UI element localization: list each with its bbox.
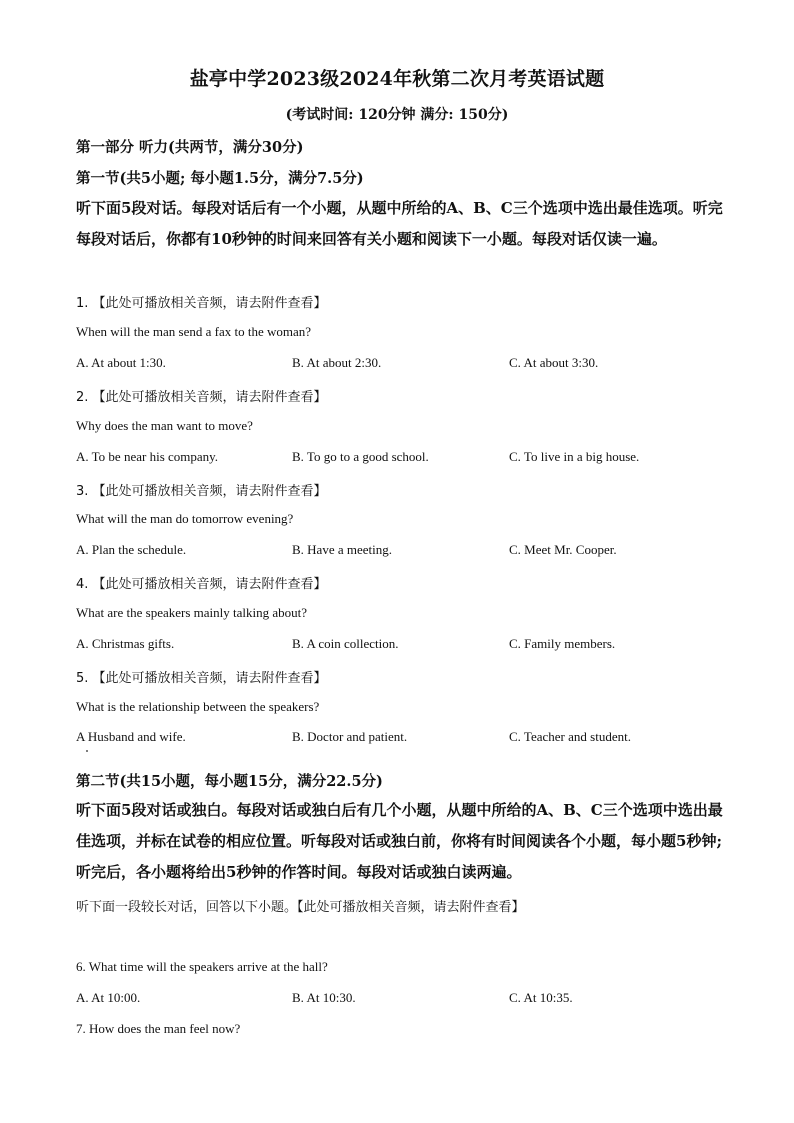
question-2-option-b[interactable]: B. To go to a good school. [292, 449, 429, 464]
question-5-option-b[interactable]: B. Doctor and patient. [292, 729, 408, 744]
question-1-option-c[interactable]: C. At about 3:30. [509, 355, 599, 370]
question-5-option-a[interactable]: A Husband and wife. [76, 729, 186, 744]
audio-placeholder: 【此处可播放相关音频，请去附件查看】 [92, 296, 327, 311]
question-5-option-c[interactable]: C. Teacher and student. [509, 729, 631, 744]
question-2-option-c[interactable]: C. To live in a big house. [509, 449, 640, 464]
question-6-option-a[interactable]: A. At 10:00. [76, 990, 141, 1005]
question-2-text: Why does the man want to move? [76, 418, 253, 433]
question-1-option-b[interactable]: B. At about 2:30. [292, 355, 382, 370]
question-2-audio[interactable] [76, 386, 327, 405]
question-5-text: What is the relationship between the speakers? [76, 699, 320, 714]
stray-dot [86, 750, 88, 752]
exam-info: (考试时间: 120分钟 满分: 150分) [285, 107, 509, 123]
question-2-option-a[interactable]: A. To be near his company. [76, 449, 219, 464]
question-number: 5. [76, 671, 89, 686]
section1-instructions: 听下面5段对话。每段对话后有一个小题，从题中所给的A、B、C三个选项中选出最佳选项。听完每段对话后，你都有10秒钟的时间来回答有关小题和阅读下一小题。每段对话仅读一遍。 [76, 199, 723, 248]
question-3-option-b[interactable]: B. Have a meeting. [292, 542, 392, 557]
section2-heading: 第二节(共15小题，每小题15分，满分22.5分) [76, 773, 383, 790]
question-3-option-c[interactable]: C. Meet Mr. Cooper. [509, 542, 617, 557]
long-dialogue-note[interactable]: 听下面一段较长对话，回答以下小题。【此处可播放相关音频，请去附件查看】 [76, 900, 525, 915]
page-title: 盐亭中学2023级2024年秋第二次月考英语试题 [189, 68, 605, 90]
question-4-option-c[interactable]: C. Family members. [509, 636, 616, 651]
part1-heading: 第一部分 听力(共两节，满分30分) [76, 139, 304, 156]
question-number: 2. [76, 390, 89, 405]
question-3-audio[interactable] [76, 480, 327, 499]
question-6-option-b[interactable]: B. At 10:30. [292, 990, 356, 1005]
section1-heading: 第一节(共5小题; 每小题1.5分，满分7.5分) [76, 170, 364, 187]
question-1-audio[interactable] [76, 292, 327, 311]
question-1-text: When will the man send a fax to the woman? [76, 324, 312, 339]
audio-placeholder: 【此处可播放相关音频，请去附件查看】 [92, 484, 327, 499]
question-4-option-a[interactable]: A. Christmas gifts. [76, 636, 175, 651]
question-3-option-a[interactable]: A. Plan the schedule. [76, 542, 187, 557]
question-6-text: 6. What time will the speakers arrive at the hall? [76, 959, 328, 974]
question-4-option-b[interactable]: B. A coin collection. [292, 636, 399, 651]
section2-instructions: 听下面5段对话或独白。每段对话或独白后有几个小题，从题中所给的A、B、C三个选项中选出最佳选项，并标在试卷的相应位置。听每段对话或独白前，你将有时间阅读各个小题，每小题5秒钟;听完后，各小题将给出5秒钟的作答时间。每段对话或独白读两遍。 [76, 801, 723, 881]
question-7-text: 7. How does the man feel now? [76, 1021, 241, 1036]
question-number: 4. [76, 577, 89, 592]
audio-placeholder: 【此处可播放相关音频，请去附件查看】 [92, 390, 327, 405]
question-6-option-c[interactable]: C. At 10:35. [509, 990, 573, 1005]
audio-placeholder: 【此处可播放相关音频，请去附件查看】 [92, 577, 327, 592]
question-number: 3. [76, 484, 89, 499]
audio-placeholder: 【此处可播放相关音频，请去附件查看】 [92, 671, 327, 686]
question-1-option-a[interactable]: A. At about 1:30. [76, 355, 166, 370]
question-3-text: What will the man do tomorrow evening? [76, 511, 294, 526]
question-number: 1. [76, 296, 89, 311]
question-5-audio[interactable] [76, 667, 327, 686]
question-4-audio[interactable] [76, 573, 327, 592]
question-4-text: What are the speakers mainly talking about? [76, 605, 308, 620]
